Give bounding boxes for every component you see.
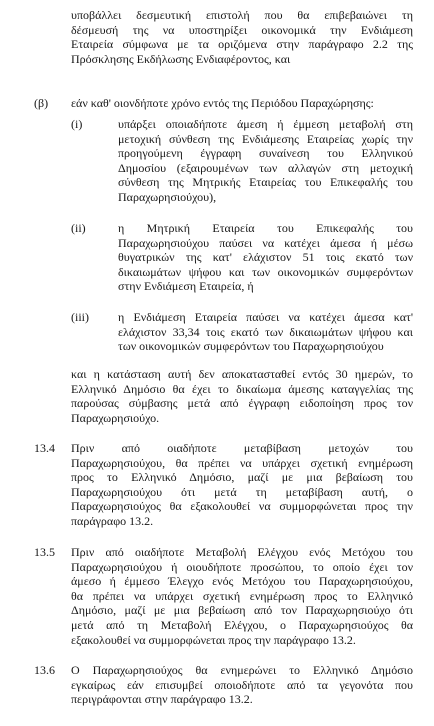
subitem-i-text xyxy=(118,117,413,205)
text-line: εγκαίρως εάν επισυμβεί οποιοδήποτε από τα γεγονότα που xyxy=(71,677,413,692)
text-line: άμεσο ή έμμεσο Έλεγχο ενός Μετόχου του Παραχωρησιούχου, xyxy=(71,574,413,589)
subitem-iii-text xyxy=(118,310,413,354)
text-line: η Ενδιάμεση Εταιρεία παύσει να κατέχει άμεσα κατ' xyxy=(118,310,413,324)
text-line: Πριν από οιαδήποτε μεταβίβαση μετοχών του xyxy=(71,441,413,455)
section-13-5-text xyxy=(71,545,413,647)
text-line: και η κατάσταση αυτή δεν αποκατασταθεί εντός 30 ημερών, το xyxy=(71,367,413,381)
text-line: προς το Ελληνικό Δημόσιο, μαζί με μια βεβαίωση του xyxy=(71,470,413,485)
text-line: εάν καθ' οιονδήποτε χρόνο εντός της Περιόδου Παραχώρησης: xyxy=(71,96,374,110)
subitem-label: (ii) xyxy=(71,221,86,235)
text-line: Εταιρεία σύμφωνα με τα οριζόμενα στην παράγραφο 2.2 της xyxy=(71,37,413,52)
text-line: Παραχωρησιούχου, θα πρέπει να υπάρχει σχετική ενημέρωση xyxy=(71,455,413,470)
text-line: Παραχωρησιούχου παύσει να κατέχει άμεσα ή μέσω xyxy=(118,235,413,250)
text-line: Παραχωρησιούχου ότι μετά τη μεταβίβαση αυτή, ο xyxy=(71,484,413,499)
section-number: 13.4 xyxy=(34,441,55,455)
subitem-label: (iii) xyxy=(71,310,89,324)
text-line: υπάρξει οποιαδήποτε άμεση ή έμμεση μεταβολή στη xyxy=(118,117,413,131)
item-b-label: (β) xyxy=(34,96,49,110)
text-line: δικαιωμάτων ψήφου και των οικονομικών συμφερόντων xyxy=(118,264,413,279)
closing-paragraph xyxy=(71,367,413,425)
text-line: μετοχική σύνθεση της Ενδιάμεσης Εταιρείας χωρίς την xyxy=(118,131,413,146)
section-13-6-text xyxy=(71,663,413,707)
text-line: Δημοσίου (εξαιρουμένων των αλλαγών στη μετοχική xyxy=(118,160,413,175)
text-line: θυγατρικών της κατ' ελάχιστον 51 τοις εκατό των xyxy=(118,250,413,265)
text-line: περιγράφονται στην παράγραφο 13.2. xyxy=(71,692,253,707)
item-b-text xyxy=(71,96,413,111)
text-line: Ο Παραχωρησιούχος θα ενημερώνει το Ελληνικό Δημόσιο xyxy=(71,663,413,677)
text-line: Πριν από οιαδήποτε Μεταβολή Ελέγχου ενός Μετόχου του xyxy=(71,545,413,559)
text-line: θα πρέπει να υπάρχει σχετική ενημέρωση προς το Ελληνικό xyxy=(71,588,413,603)
text-line: προηγούμενη έγγραφη συναίνεση του Ελληνικού xyxy=(118,146,413,161)
text-line: Ελληνικό Δημόσιο θα έχει το δικαίωμα άμεσης καταγγελίας της xyxy=(71,381,413,396)
text-line: δέσμευσή της να υποστηρίξει οικονομικά την Ενδιάμεση xyxy=(71,22,413,37)
text-line: παράγραφο 13.2. xyxy=(71,513,154,528)
text-line: Παραχωρησιούχου), xyxy=(118,189,217,204)
text-line: ελάχιστον 33,34 τοις εκατό των δικαιωμάτων ψήφου και xyxy=(118,324,413,339)
section-number: 13.6 xyxy=(34,663,55,677)
text-line: Παραχωρησιούχο. xyxy=(71,410,160,425)
text-line: μετά από τη Μεταβολή Ελέγχου, ο Παραχωρησιούχος θα xyxy=(71,617,413,632)
subitem-label: (i) xyxy=(71,117,83,131)
subitem-ii-text xyxy=(118,221,413,294)
text-line: εξακολουθεί να συμμορφώνεται προς την παράγραφο 13.2. xyxy=(71,632,356,647)
text-line: στην Ενδιάμεση Εταιρεία, ή xyxy=(118,279,254,294)
section-13-4-text xyxy=(71,441,413,529)
intro-paragraph xyxy=(71,8,413,66)
text-line: Παραχωρησιούχου ή οιουδήποτε προσώπου, το οποίο έχει τον xyxy=(71,559,413,574)
text-line: των οικονομικών συμφερόντων του Παραχωρησιούχου xyxy=(118,339,384,354)
text-line: Πρόσκλησης Εκδήλωσης Ενδιαφέροντος, και xyxy=(71,51,291,66)
text-line: Παραχωρησιούχος θα εξακολουθεί να συμμορφώνεται προς την xyxy=(71,499,413,514)
text-line: η Μητρική Εταιρεία του Επικεφαλής του xyxy=(118,221,413,235)
text-line: υποβάλλει δεσμευτική επιστολή που θα επιβεβαιώνει τη xyxy=(71,8,413,22)
text-line: παρούσας σύμβασης μετά από έγγραφη ειδοποίηση προς τον xyxy=(71,396,413,411)
text-line: σύνθεση της Μητρικής Εταιρείας του Επικεφαλής του xyxy=(118,175,413,190)
section-number: 13.5 xyxy=(34,545,55,559)
text-line: Δημόσιο, μαζί με μια βεβαίωση από τον Παραχωρησιούχο ότι xyxy=(71,603,413,618)
